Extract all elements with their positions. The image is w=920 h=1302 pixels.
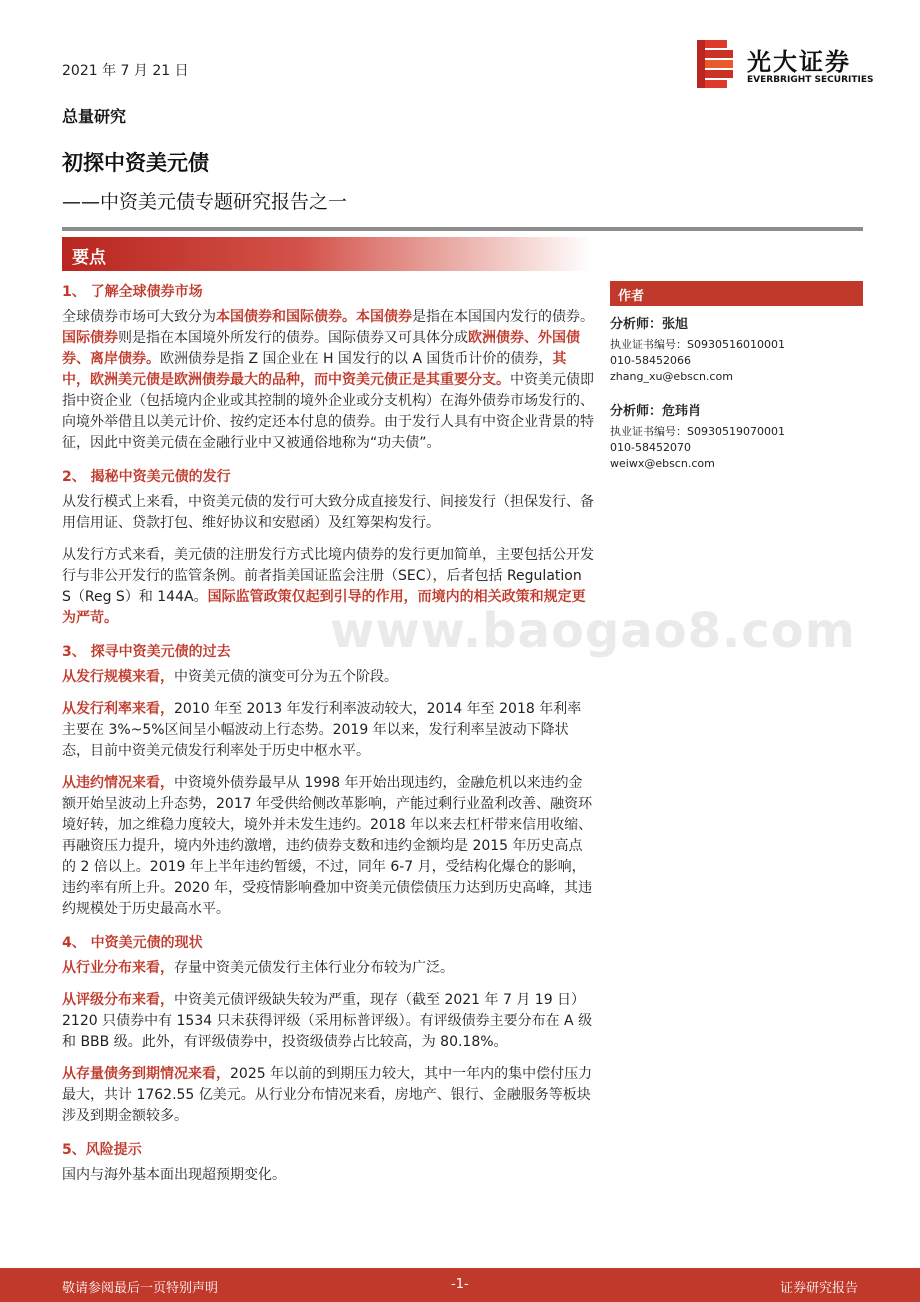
key-points-body [62, 282, 594, 1199]
keypoints-label: 要点 [72, 248, 106, 268]
keypoint-section [62, 282, 594, 454]
highlighted-text: 从评级分布来看， [62, 992, 174, 1008]
logo-text-en: EVERBRIGHT SECURITIES [747, 75, 874, 85]
analyst-license: 执业证书编号：S0930519070001 [610, 425, 785, 438]
section-heading: 5、风险提示 [62, 1142, 142, 1158]
section-heading: 1、 了解全球债券市场 [62, 284, 203, 300]
section-paragraph [62, 667, 594, 688]
analyst-name: 分析师：张旭 [610, 317, 689, 332]
keypoint-section [62, 642, 594, 920]
section-paragraph [62, 699, 594, 762]
highlighted-text: 其中，欧洲美元债是欧洲债券最大的品种，而中资美元债正是其重要分支。 [62, 351, 567, 388]
author-label: 作者 [618, 289, 645, 304]
highlighted-text: 从发行规模来看， [62, 669, 174, 685]
analyst-card [610, 316, 863, 385]
analyst-name: 分析师：危玮肖 [610, 404, 702, 419]
everbright-logo [695, 40, 874, 92]
analyst-email: weiwx@ebscn.com [610, 457, 715, 470]
section-paragraph [62, 1165, 594, 1186]
body-text: 国内与海外基本面出现超预期变化。 [62, 1167, 286, 1183]
highlighted-text: 从行业分布来看， [62, 960, 174, 976]
analyst-phone: 010-58452070 [610, 441, 691, 454]
section-paragraph [62, 492, 594, 534]
highlighted-text: 欧洲债券、外国债券、离岸债券。 [62, 330, 580, 367]
body-text: 从发行方式来看，美元债的注册发行方式比境内债券的发行更加简单，主要包括公开发行与非公开发行的监管条例。前者指美国证监会注册（SEC），后者包括 Regulation S（Reg S）和 144A。 [62, 547, 594, 605]
analyst-phone: 010-58452066 [610, 354, 691, 367]
keypoints-banner [62, 237, 592, 271]
section-paragraph [62, 958, 594, 979]
author-banner [610, 281, 863, 306]
watermark: www.baogao8.com [330, 603, 856, 659]
highlighted-text: 从发行利率来看， [62, 701, 174, 717]
section-paragraph [62, 773, 594, 920]
body-text: 欧洲债券是指 Z 国企业在 H 国发行的以 A 国货币计价的债券， [160, 351, 553, 367]
highlighted-text: 国际监管政策仅起到引导的作用，而境内的相关政策和规定更为严苛。 [62, 589, 586, 626]
body-text: 2010 年至 2013 年发行利率波动较大，2014 年至 2018 年利率主要在 3%~5%区间呈小幅波动上行态势。2019 年以来，发行利率呈波动下降状态，目前中资美元债发行利率处于历史中枢水平。 [62, 701, 582, 759]
highlighted-text: 国际债券 [62, 330, 118, 346]
header-divider [62, 227, 863, 231]
highlighted-text: 本国债券和国际债券。 [216, 309, 356, 325]
keypoint-section [62, 1140, 594, 1186]
body-text: 中资美元债评级缺失较为严重，现存（截至 2021 年 7 月 19 日）2120 只债券中有 1534 只未获得评级（采用标普评级）。有评级债券主要分布在 A 级和 BBB 级。此外，有评级债券中，投资级债券占比较高，为 80.18%。 [62, 992, 593, 1050]
body-text: 中资境外债券最早从 1998 年开始出现违约，金融危机以来违约金额开始呈波动上升态势，2017 年受供给侧改革影响，产能过剩行业盈利改善、融资环境好转，加之维稳力度较大，境外并未发生违约。2018 年以来去杠杆带来信用收缩、再融资压力提升，境内外违约激增，违约债券支数和违约金额均是 2015 年历史高点的 2 倍以上。2019 年上半年违约暂缓，不过，同年 6-7 月，受结构化爆仓的影响，违约率有所上升。2020 年，受疫情影响叠加中资美元债偿债压力达到历史高峰，其违约规模处于历史最高水平。 [62, 775, 593, 917]
analyst-card [610, 403, 863, 472]
section-heading: 4、 中资美元债的现状 [62, 935, 203, 951]
body-text: 则是指在本国境外所发行的债券。国际债券又可具体分成 [118, 330, 468, 346]
body-text: 中资美元债即指中资企业（包括境内企业或其控制的境外企业或分支机构）在海外债券市场发行的、向境外举借且以美元计价、按约定还本付息的债券。由于发行人具有中资企业背景的特征，因此中资美元债在金融行业中又被通俗地称为“功夫债”。 [62, 372, 594, 451]
report-date: 2021 年 7 月 21 日 [62, 63, 189, 79]
body-text: 从发行模式上来看，中资美元债的发行可大致分成直接发行、间接发行（担保发行、备用信用证、贷款打包、维好协议和安慰函）及红筹架构发行。 [62, 494, 594, 531]
body-text: 2025 年以前的到期压力较大，其中一年内的集中偿付压力最大，共计 1762.55 亿美元。从行业分布情况来看，房地产、银行、金融服务等板块涉及到期金额较多。 [62, 1066, 593, 1124]
body-text: 存量中资美元债发行主体行业分布较为广泛。 [174, 960, 454, 976]
footer-report-type: 证券研究报告 [779, 1281, 858, 1296]
section-paragraph [62, 1064, 594, 1127]
page-number: -1- [451, 1277, 469, 1292]
report-title: 初探中资美元债 [62, 151, 209, 175]
section-paragraph [62, 307, 594, 454]
keypoint-section [62, 933, 594, 1127]
highlighted-text: 从存量债务到期情况来看， [62, 1066, 230, 1082]
analyst-license: 执业证书编号：S0930516010001 [610, 338, 785, 351]
everbright-logo-icon [695, 40, 739, 92]
report-subtitle: ——中资美元债专题研究报告之一 [62, 191, 348, 213]
highlighted-text: 本国债券 [356, 309, 412, 325]
body-text: 全球债券市场可大致分为 [62, 309, 216, 325]
highlighted-text: 从违约情况来看， [62, 775, 174, 791]
logo-text-cn: 光大证券 [747, 48, 851, 76]
footer-disclaimer: 敬请参阅最后一页特别声明 [62, 1281, 219, 1296]
report-category: 总量研究 [62, 107, 127, 126]
analyst-email: zhang_xu@ebscn.com [610, 370, 733, 383]
section-paragraph [62, 990, 594, 1053]
body-text: 是指在本国国内发行的债券。 [412, 309, 594, 325]
section-heading: 2、 揭秘中资美元债的发行 [62, 469, 231, 485]
body-text: 中资美元债的演变可分为五个阶段。 [174, 669, 398, 685]
page-footer [0, 1268, 920, 1302]
section-heading: 3、 探寻中资美元债的过去 [62, 644, 231, 660]
